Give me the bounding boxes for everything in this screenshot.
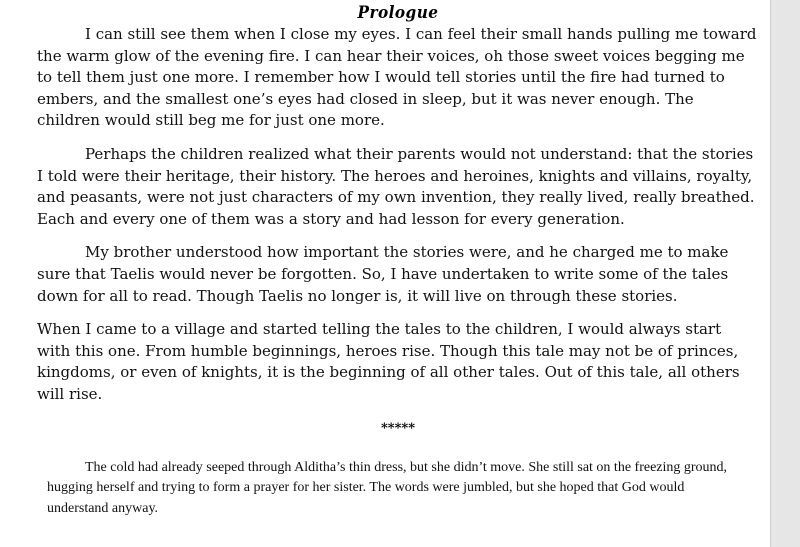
paragraph-3: My brother understood how important the stories were, and he charged me to make sure that Taelis would never be forgotten. So, I have undertaken to write some of the tales down for all to read. Though Taelis no longer is, it will live on through these stories.: [37, 243, 729, 305]
section-separator: *****: [381, 420, 415, 436]
paragraph-1: I can still see them when I close my eyes. I can feel their small hands pulling me toward the warm glow of the evening fire. I can hear their voices, oh those sweet voices begging me to tell them just one more. I remember how I would tell stories until the fire had turned to embers, and the smallest one’s eyes had closed in sleep, but it was never enough. The children would still beg me for just one more.: [37, 25, 757, 130]
page-title: Prologue: [357, 3, 439, 23]
document-body: [37, 0, 759, 519]
window-gutter: [770, 0, 800, 547]
paragraph-2: Perhaps the children realized what their parents would not understand: that the stories I told were their heritage, their history. The heroes and heroines, knights and villains, royalty, and peasants, were not just characters of my own invention, they really lived, really breathed. Each and every one of them was a story and had lesson for every generation.: [37, 144, 755, 228]
chapter-text: The cold had already seeped through Alditha’s thin dress, but she didn’t move. She still sat on the freezing ground, hugging herself and trying to form a prayer for her sister. The words were jumbled, but she hoped that God would understand anyway.: [47, 459, 728, 516]
paragraph-4: When I came to a village and started telling the tales to the children, I would always start with this one. From humble beginnings, heroes rise. Though this tale may not be of princes, kingdoms, or even of knights, it is the beginning of all other tales. Out of this tale, all others will rise.: [37, 320, 740, 403]
